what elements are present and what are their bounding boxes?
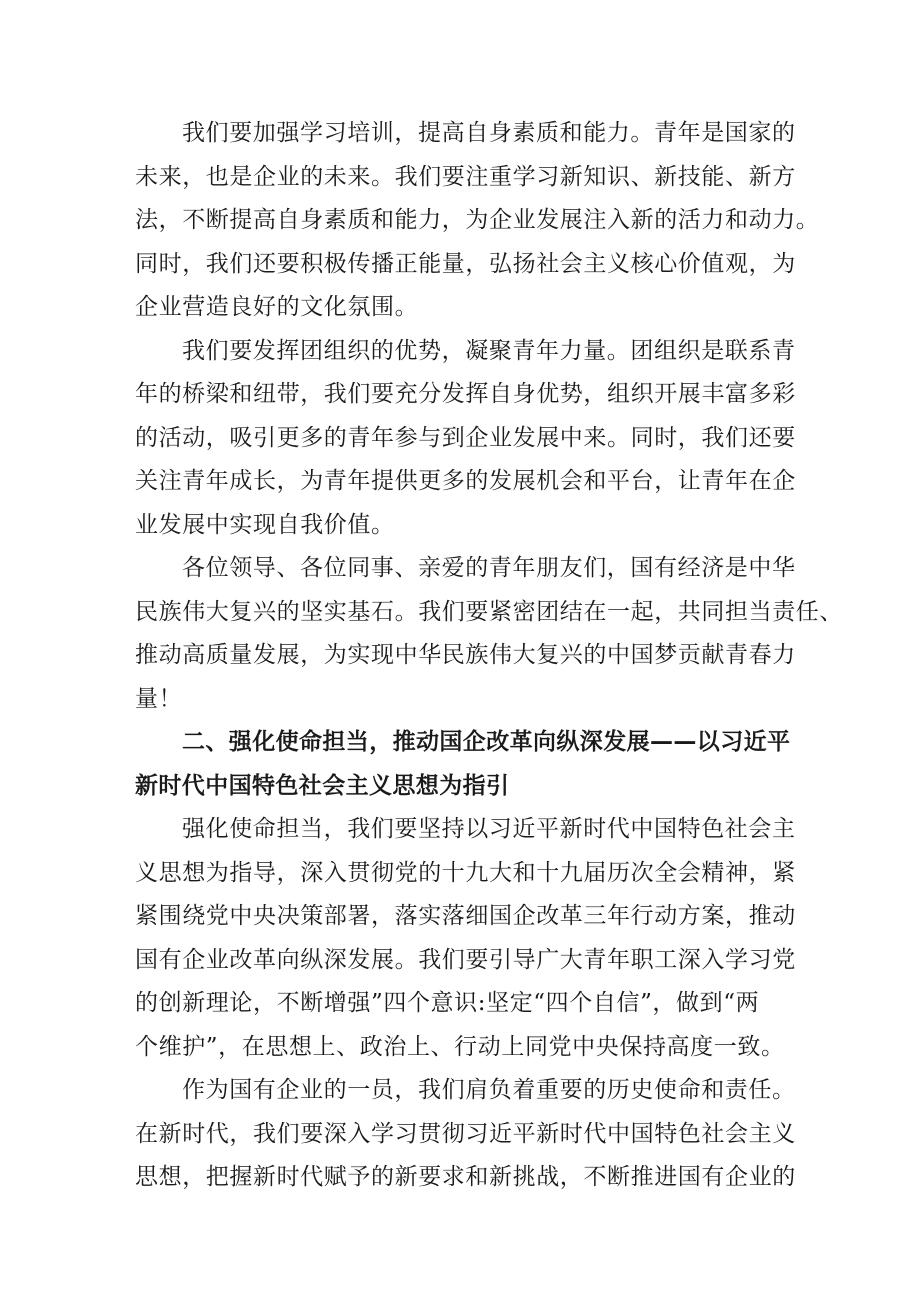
text-line: 我们要加强学习培训，提高自身素质和能力。青年是国家的 <box>182 120 796 146</box>
text-line: 各位领导、各位同事、亲爱的青年朋友们，国有经济是中华 <box>182 555 796 581</box>
paragraph-league-organization <box>135 330 807 548</box>
text-line: 强化使命担当，我们要坚持以习近平新时代中国特色社会主 <box>182 816 796 842</box>
text-line: 的活动，吸引更多的青年参与到企业发展中来。同时，我们还要 <box>135 424 796 451</box>
text-line: 同时，我们还要积极传播正能量，弘扬社会主义核心价值观，为 <box>135 250 796 277</box>
section-heading <box>135 721 807 808</box>
heading-line: 二、强化使命担当，推动国企改革向纵深发展——以习近平 <box>182 729 791 755</box>
document-body <box>135 112 843 1200</box>
text-line: 紧围绕党中央决策部署，落实落细国企改革三年行动方案，推动 <box>135 903 796 929</box>
text-line: 我们要发挥团组织的优势，凝聚青年力量。团组织是联系青 <box>182 337 796 364</box>
text-line: 个维护”，在思想上、政治上、行动上同党中央保持高度一致。 <box>135 1033 785 1060</box>
text-line: 思想，把握新时代赋予的新要求和新挑战，不断推进国有企业的 <box>135 1164 796 1190</box>
text-line: 推动高质量发展，为实现中华民族伟大复兴的中国梦贡献青春力 <box>135 642 796 668</box>
paragraph-closing-address <box>135 547 843 721</box>
text-line: 法，不断提高自身素质和能力，为企业发展注入新的活力和动力。 <box>135 207 820 233</box>
text-line: 关注青年成长，为青年提供更多的发展机会和平台，让青年在企 <box>135 468 796 494</box>
text-line: 年的桥梁和纽带，我们要充分发挥自身优势，组织开展丰富多彩 <box>135 381 796 407</box>
text-line: 量！ <box>135 685 183 712</box>
text-line: 民族伟大复兴的坚实基石。我们要紧密团结在一起，共同担当责任、 <box>135 598 843 625</box>
heading-line: 新时代中国特色社会主义思想为指引 <box>135 772 510 799</box>
paragraph-mission <box>135 808 807 1069</box>
text-line: 企业营造良好的文化氛围。 <box>135 294 419 320</box>
text-line: 义思想为指导，深入贯彻党的十九大和十九届历次全会精神，紧 <box>135 859 796 886</box>
text-line: 在新时代，我们要深入学习贯彻习近平新时代中国特色社会主义 <box>135 1120 796 1147</box>
text-line: 作为国有企业的一员，我们肩负着重要的历史使命和责任。 <box>182 1077 796 1103</box>
text-line: 的创新理论，不断增强”四个意识:坚定“四个自信”，做到“两 <box>135 990 760 1016</box>
text-line: 业发展中实现自我价值。 <box>135 511 395 538</box>
paragraph-historic-mission <box>135 1069 807 1200</box>
text-line: 未来，也是企业的未来。我们要注重学习新知识、新技能、新方 <box>135 163 796 190</box>
paragraph-study-training <box>135 112 820 330</box>
text-line: 国有企业改革向纵深发展。我们要引导广大青年职工深入学习党 <box>135 946 796 973</box>
